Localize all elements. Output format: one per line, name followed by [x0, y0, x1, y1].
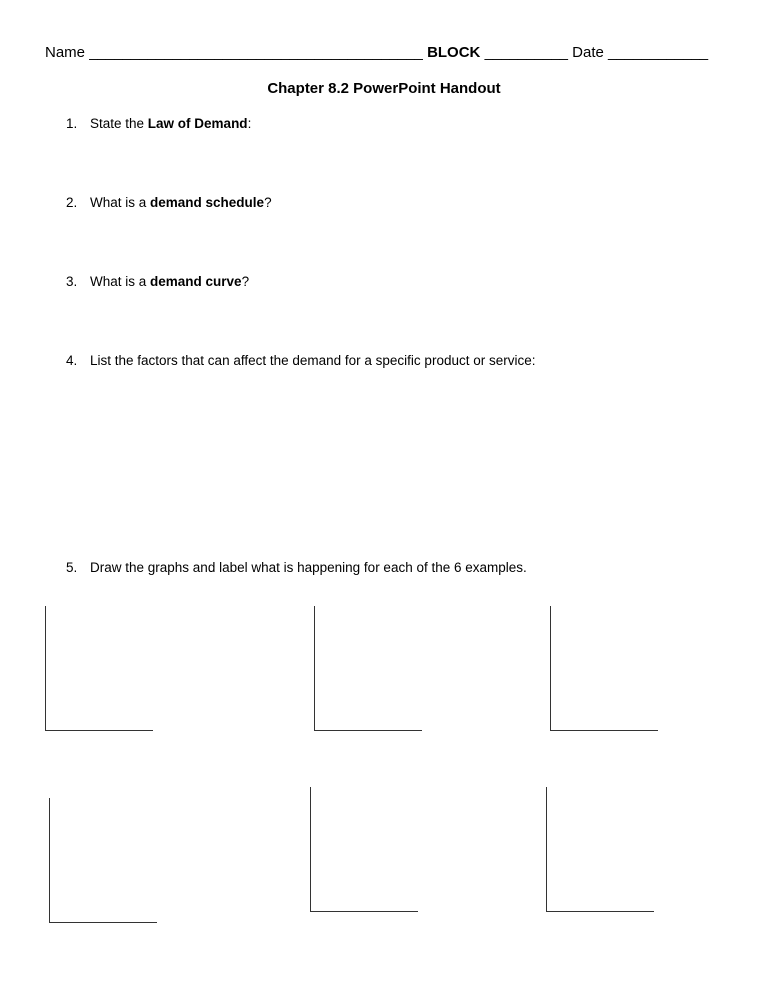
name-field[interactable]: ________________________________________ — [89, 44, 423, 61]
question-2 — [66, 195, 272, 210]
question-number: 3. — [66, 274, 78, 289]
graph-axes-4[interactable] — [49, 798, 157, 923]
block-field[interactable]: __________ — [484, 44, 568, 61]
question-3 — [66, 274, 249, 289]
question-text: State the — [90, 116, 148, 131]
question-punct: ? — [241, 274, 250, 289]
question-punct: ? — [264, 195, 272, 210]
graph-axes-1[interactable] — [45, 606, 153, 731]
question-term: demand schedule — [150, 195, 265, 210]
question-text: What is a — [90, 195, 151, 210]
question-4 — [66, 353, 535, 368]
question-term: Law of Demand — [147, 116, 248, 131]
graph-axes-5[interactable] — [310, 787, 418, 912]
page-title: Chapter 8.2 PowerPoint Handout — [267, 80, 501, 97]
question-number: 4. — [66, 353, 78, 368]
question-number: 1. — [66, 116, 78, 131]
question-number: 2. — [66, 195, 78, 210]
date-label: Date — [572, 44, 604, 61]
question-term: demand curve — [150, 274, 242, 289]
block-label: BLOCK — [427, 44, 481, 61]
question-5 — [66, 560, 527, 575]
question-punct: : — [247, 116, 252, 131]
graph-axes-2[interactable] — [314, 606, 422, 731]
date-field[interactable]: ____________ — [608, 44, 709, 61]
question-text: What is a — [90, 274, 151, 289]
question-1 — [66, 116, 251, 131]
question-text: List the factors that can affect the demand for a specific product or service: — [90, 353, 536, 368]
header-line — [45, 44, 708, 61]
graph-axes-3[interactable] — [550, 606, 658, 731]
question-text: Draw the graphs and label what is happening for each of the 6 examples. — [90, 560, 527, 575]
graph-axes-6[interactable] — [546, 787, 654, 912]
name-label: Name — [45, 44, 86, 61]
question-number: 5. — [66, 560, 78, 575]
